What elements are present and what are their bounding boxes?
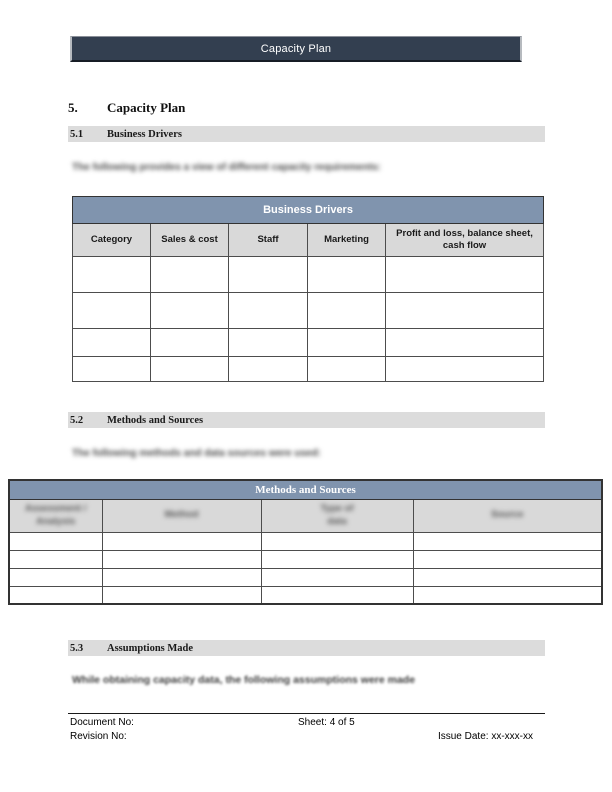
page-footer	[68, 713, 545, 748]
empty-cell	[102, 532, 261, 550]
column-header-sales-cost: Sales & cost	[151, 224, 229, 257]
methods-sources-table	[8, 479, 603, 605]
empty-cell	[308, 257, 386, 293]
empty-cell	[261, 550, 413, 568]
blurred-text: Assessment /	[25, 503, 87, 515]
footer-row	[68, 716, 545, 730]
subsection-title: Business Drivers	[107, 128, 182, 140]
empty-cell	[151, 293, 229, 329]
blurred-text: Source	[491, 509, 524, 521]
table-row	[9, 568, 602, 586]
empty-cell	[9, 550, 102, 568]
sheet-label: Sheet: 4 of 5	[298, 717, 355, 728]
section-heading	[68, 100, 545, 116]
subsection-title: Methods and Sources	[107, 414, 204, 426]
empty-cell	[73, 357, 151, 382]
blurred-column-header	[9, 499, 102, 532]
empty-cell	[102, 568, 261, 586]
revision-no-label: Revision No:	[70, 731, 127, 742]
blurred-column-header	[413, 499, 602, 532]
document-title-bar	[70, 36, 522, 62]
empty-cell	[261, 568, 413, 586]
subsection-number: 5.2	[70, 414, 84, 426]
table-row	[9, 550, 602, 568]
empty-cell	[73, 329, 151, 357]
empty-cell	[9, 568, 102, 586]
empty-cell	[413, 568, 602, 586]
table-row	[9, 532, 602, 550]
subsection-heading-5-3	[68, 640, 545, 656]
table-caption: Methods and Sources	[9, 480, 602, 499]
blurred-paragraph-5-2	[72, 448, 321, 459]
column-header-row	[73, 224, 544, 257]
blurred-text: Method	[164, 509, 199, 521]
table-row	[73, 329, 544, 357]
empty-cell	[102, 550, 261, 568]
empty-cell	[386, 357, 544, 382]
blurred-paragraph-5-3	[72, 674, 415, 686]
column-header-profit-loss: Profit and loss, balance sheet, cash flow	[386, 224, 544, 257]
column-header-category: Category	[73, 224, 151, 257]
blurred-text: The following methods and data sources were used:	[72, 448, 321, 459]
empty-cell	[413, 586, 602, 604]
empty-cell	[73, 293, 151, 329]
empty-cell	[386, 329, 544, 357]
subsection-heading-5-1	[68, 126, 545, 142]
empty-cell	[9, 532, 102, 550]
empty-cell	[102, 586, 261, 604]
table-row	[73, 357, 544, 382]
subsection-heading-5-2	[68, 412, 545, 428]
blurred-text: The following provides a view of different capacity requirements:	[72, 162, 381, 173]
empty-cell	[261, 586, 413, 604]
empty-cell	[151, 329, 229, 357]
section-title: Capacity Plan	[107, 100, 186, 115]
blurred-column-header	[261, 499, 413, 532]
subsection-number: 5.1	[70, 128, 84, 140]
empty-cell	[73, 257, 151, 293]
table-caption-row	[9, 480, 602, 499]
table-row	[9, 586, 602, 604]
table-caption: Business Drivers	[73, 197, 544, 224]
subsection-title: Assumptions Made	[107, 642, 194, 654]
blurred-text: data	[327, 515, 347, 527]
empty-cell	[9, 586, 102, 604]
empty-cell	[308, 329, 386, 357]
empty-cell	[261, 532, 413, 550]
footer-row	[68, 730, 545, 744]
blurred-paragraph-5-1	[72, 162, 381, 173]
empty-cell	[229, 357, 308, 382]
table-row	[73, 257, 544, 293]
subsection-number: 5.3	[70, 642, 84, 654]
column-header-marketing: Marketing	[308, 224, 386, 257]
blurred-column-header	[102, 499, 261, 532]
empty-cell	[151, 257, 229, 293]
blurred-text: Analysis	[36, 515, 76, 527]
issue-date-label: Issue Date: xx-xxx-xx	[437, 731, 533, 742]
empty-cell	[386, 293, 544, 329]
table-caption-row	[73, 197, 544, 224]
empty-cell	[151, 357, 229, 382]
document-no-label: Document No:	[70, 717, 134, 728]
empty-cell	[386, 257, 544, 293]
column-header-staff: Staff	[229, 224, 308, 257]
document-title: Capacity Plan	[260, 42, 332, 55]
business-drivers-table	[72, 196, 544, 382]
empty-cell	[229, 257, 308, 293]
empty-cell	[413, 532, 602, 550]
blurred-text: While obtaining capacity data, the following assumptions were made	[72, 674, 416, 686]
blurred-text: Type of	[320, 503, 354, 515]
section-number: 5.	[68, 100, 78, 115]
empty-cell	[229, 293, 308, 329]
empty-cell	[308, 293, 386, 329]
column-header-row	[9, 499, 602, 532]
table-row	[73, 293, 544, 329]
empty-cell	[308, 357, 386, 382]
empty-cell	[229, 329, 308, 357]
empty-cell	[413, 550, 602, 568]
